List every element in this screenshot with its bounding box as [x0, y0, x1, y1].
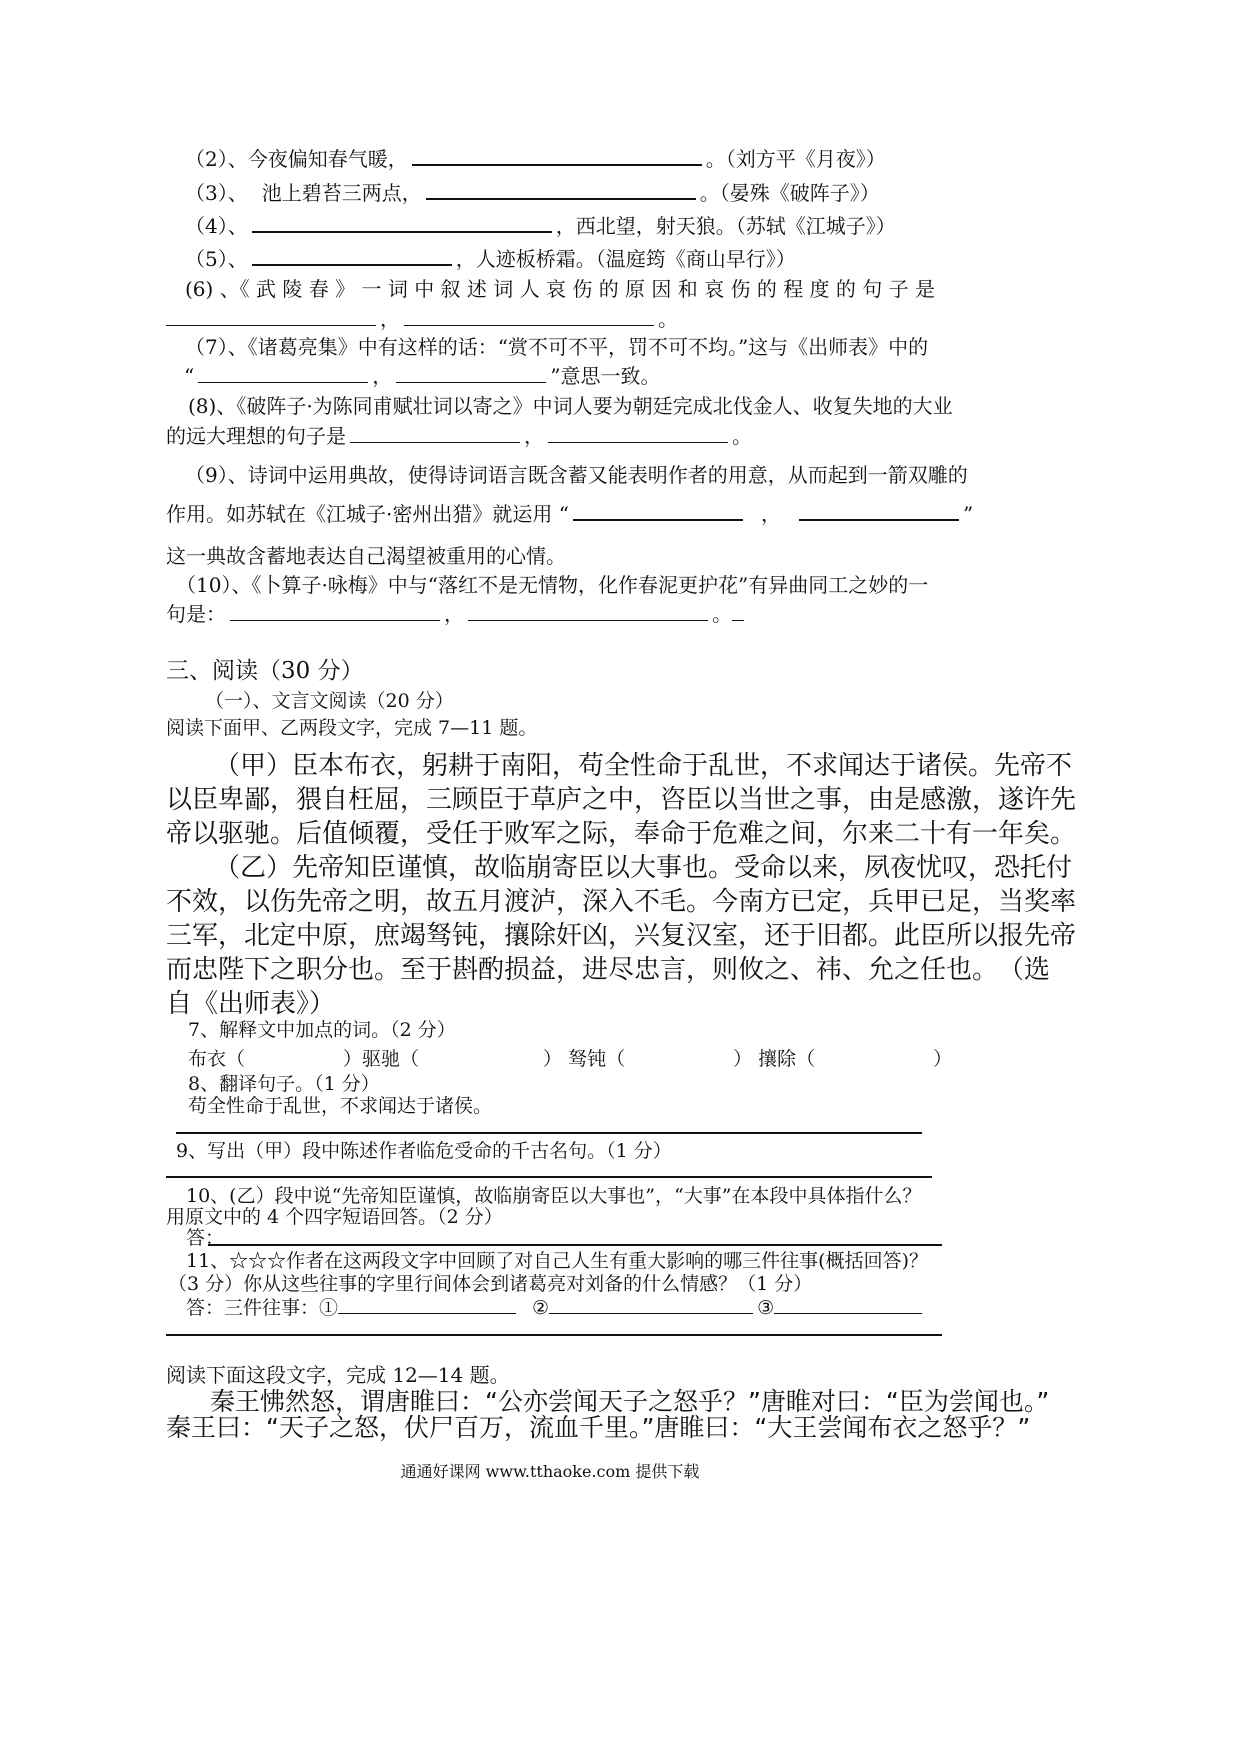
answer-blank[interactable]: [198, 362, 368, 383]
passage-yi-line2: 不效，以伤先帝之明，故五月渡泸，深入不毛。今南方已定，兵甲已足，当奖率: [166, 887, 1077, 917]
reading2-line1: 秦王怫然怒，谓唐睢曰：“公亦尝闻天子之怒乎？”唐睢对曰：“臣为尝闻也。”: [210, 1387, 1050, 1416]
question-9-line1: （9）、诗词中运用典故，使得诗词语言既含蓄又能表明作者的用意，从而起到一箭双雕的: [185, 463, 968, 487]
answer-blank[interactable]: [799, 499, 959, 521]
question-9-line2: 作用。如苏轼在《江城子·密州出猎》就运用 “ ， ”: [166, 498, 973, 527]
answer-line[interactable]: [176, 1132, 922, 1134]
section-title: 三、阅读（30 分）: [166, 658, 364, 684]
question-7-line1: （7）、《诸葛亮集》中有这样的话：“赏不可不平，罚不可不均。”这与《出师表》中的: [185, 335, 929, 359]
answer-blank[interactable]: [774, 1293, 922, 1314]
answer-line[interactable]: [166, 1334, 942, 1336]
question-3: （3）、 池上碧苔三两点， 。（晏殊《破阵子》）: [185, 177, 880, 206]
answer-blank[interactable]: [412, 144, 702, 166]
passage-jia-line3: 帝以驱驰。后值倾覆，受任于败军之际，奉命于危难之间，尔来二十有一年矣。: [166, 819, 1077, 849]
question-8-line1: (8)、《破阵子·为陈同甫赋壮词以寄之》中词人要为朝廷完成北伐金人、收复失地的大业: [188, 394, 953, 418]
question-6-line2: ， 。: [166, 303, 678, 332]
q9-prompt: 9、写出（甲）段中陈述作者临危受命的千古名句。（1 分）: [176, 1140, 672, 1162]
passage-jia-line1: （甲）臣本布衣，躬耕于南阳，苟全性命于乱世，不求闻达于诸侯。先帝不: [214, 751, 1073, 781]
passage-jia-line2: 以臣卑鄙，猥自枉屈，三顾臣于草庐之中，咨臣以当世之事，由是感激，遂许先: [166, 785, 1077, 815]
answer-blank[interactable]: [350, 422, 520, 443]
question-10-line2: 句是： ， 。: [166, 598, 744, 627]
answer-line[interactable]: [166, 1176, 932, 1178]
answer-blank[interactable]: [549, 1293, 753, 1314]
answer-blank[interactable]: [230, 600, 440, 621]
question-10-line1: （10）、《卜算子·咏梅》中与“落红不是无情物，化作春泥更护花”有异曲同工之妙的一: [176, 573, 929, 597]
question-9-line3: 这一典故含蓄地表达自己渴望被重用的心情。: [166, 544, 566, 568]
answer-blank[interactable]: [252, 211, 552, 233]
question-2: （2）、今夜偏知春气暖， 。（刘方平《月夜》）: [185, 143, 886, 172]
question-7-line2: “ ， ”意思一致。: [184, 364, 661, 388]
passage-yi-line1: （乙）先帝知臣谨慎，故临崩寄臣以大事也。受命以来，夙夜忧叹，恐托付: [214, 853, 1073, 883]
q7-prompt: 7、解释文中加点的词。（2 分）: [188, 1019, 456, 1041]
answer-blank[interactable]: [252, 244, 452, 266]
q10-line2: 用原文中的 4 个四字短语回答。（2 分）: [166, 1206, 503, 1228]
question-8-line2: 的远大理想的句子是 ， 。: [166, 424, 752, 448]
question-5: （5）、 ，人迹板桥霜。（温庭筠《商山早行》）: [185, 243, 796, 272]
section-subtitle: （一）、文言文阅读（20 分）: [205, 690, 454, 712]
answer-blank[interactable]: [468, 600, 708, 621]
question-4: （4）、 ，西北望，射天狼。（苏轼《江城子》）: [185, 210, 896, 239]
passage-yi-line4: 而忠陛下之职分也。至于斟酌损益，进尽忠言，则攸之、祎、允之任也。 （选: [166, 955, 1051, 985]
answer-blank[interactable]: [404, 305, 654, 326]
answer-blank[interactable]: [426, 178, 696, 200]
answer-blank[interactable]: [166, 305, 376, 326]
answer-blank[interactable]: [396, 362, 546, 383]
reading2-instructions: 阅读下面这段文字，完成 12—14 题。: [166, 1363, 510, 1387]
q11-line1: 11、☆☆☆作者在这两段文字中回顾了对自己人生有重大影响的哪三件往事(概括回答)？: [186, 1250, 929, 1272]
passage-yi-line3: 三军，北定中原，庶竭驽钝，攘除奸凶，兴复汉室，还于旧都。此臣所以报先帝: [166, 921, 1077, 951]
answer-blank[interactable]: [548, 422, 728, 443]
q10-line1: 10、(乙）段中说“先帝知臣谨慎，故临崩寄臣以大事也”，“大事”在本段中具体指什么？: [186, 1185, 922, 1207]
q10-answer-label: 答：: [186, 1227, 225, 1249]
q8-prompt: 8、翻译句子。（1 分）: [188, 1073, 380, 1095]
instructions: 阅读下面甲、乙两段文字，完成 7—11 题。: [166, 717, 538, 739]
q8-sentence: 苟全性命于乱世，不求闻达于诸侯。: [188, 1095, 493, 1117]
reading2-line2: 秦王曰：“天子之怒，伏尸百万，流血千里。”唐睢曰：“大王尝闻布衣之怒乎？”: [166, 1413, 1031, 1442]
q11-answer: 答：三件往事：① ② ③: [186, 1293, 926, 1320]
passage-yi-line5: 自《出师表》）: [166, 989, 336, 1019]
question-6-line1: (6) 、《 武 陵 春 》 一 词 中 叙 述 词 人 哀 伤 的 原 因 和 哀 伤 的 程 度 的 句 子 是: [185, 277, 935, 301]
answer-blank[interactable]: [338, 1293, 516, 1314]
q7-items: 布衣（ ）驱驰（ ） 驽钝（ ） 攘除（ ）: [188, 1048, 953, 1070]
answer-blank[interactable]: [573, 499, 743, 521]
page-footer: 通通好课网 www.tthaoke.com 提供下载: [400, 1462, 700, 1481]
q11-line2: （3 分）你从这些往事的字里行间体会到诸葛亮对刘备的什么情感？（1 分）: [168, 1273, 813, 1295]
